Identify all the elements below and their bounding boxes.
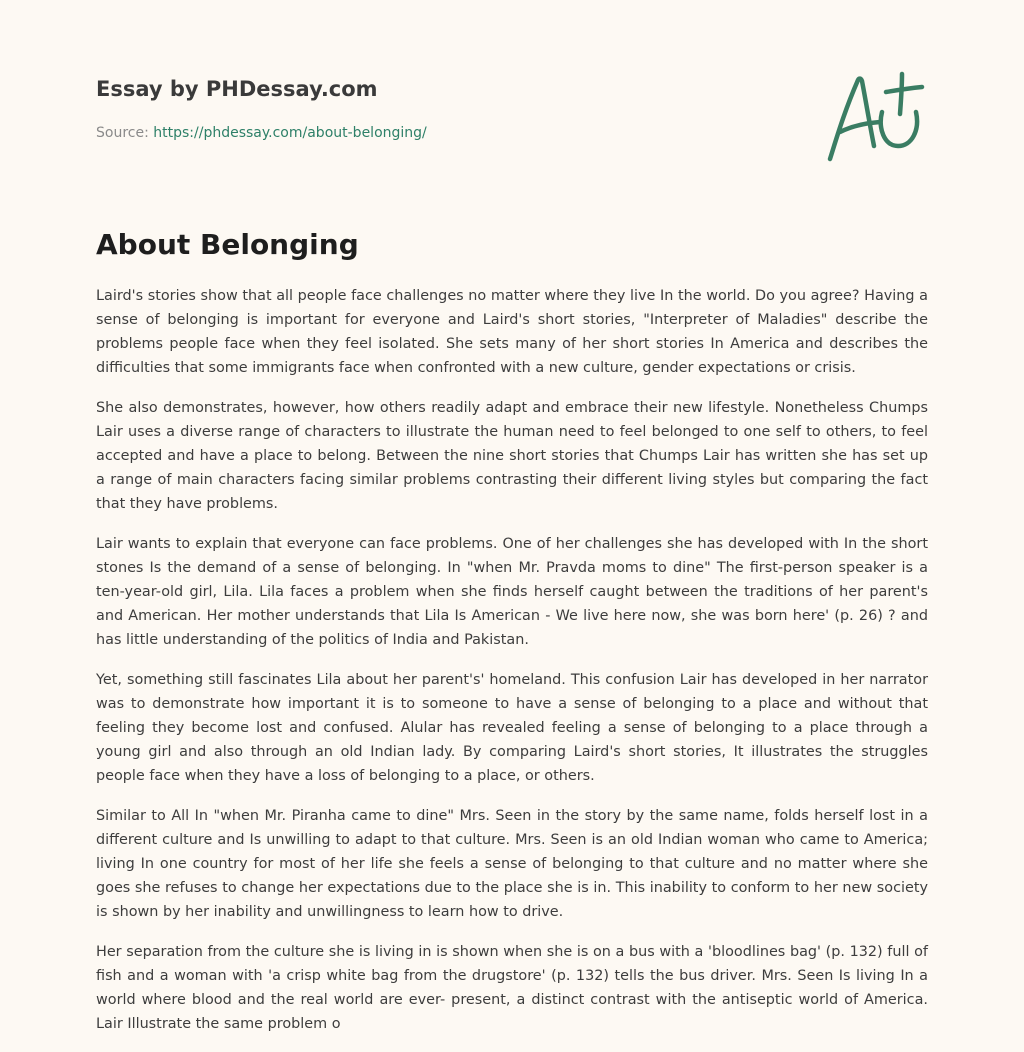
essay-paragraph-2: She also demonstrates, however, how others readily adapt and embrace their new lifestyle. Nonetheless Chumps Lair uses a diverse range of characters to illustrate the human need to feel belonged to one self to others, to feel accepted and have a place to belong. Between the nine short stories that Chumps Lair has written she has set up a range of main characters facing similar problems contrasting their different living styles but comparing the fact that they have problems. <box>96 400 928 512</box>
essay-content <box>96 226 928 1052</box>
essay-paragraph-1: Laird's stories show that all people face challenges no matter where they live In the world. Do you agree? Having a sense of belonging is important for everyone and Laird's short stories, "Interpreter of Maladies" describe the problems people face when they feel isolated. She sets many of her short stories In America and describes the difficulties that some immigrants face when confronted with a new culture, gender expectations or crisis. <box>96 288 928 376</box>
a-plus-logo-icon <box>822 68 928 164</box>
essay-paragraph-5: Similar to All In "when Mr. Piranha came to dine" Mrs. Seen in the story by the same name, folds herself lost in a different culture and Is unwilling to adapt to that culture. Mrs. Seen is an old Indian woman who came to America; living In one country for most of her life she feels a sense of belonging to that culture and no matter where she goes she refuses to change her expectations due to the place she is in. This inability to conform to her new society is shown by her inability and unwillingness to learn how to drive. <box>96 808 928 920</box>
essay-paragraph-6: Her separation from the culture she is living in is shown when she is on a bus with a 'bloodlines bag' (p. 132) full of fish and a woman with 'a crisp white bag from the drugstore' (p. 132) tells the bus driver. Mrs. Seen Is living In a world where blood and the real world are ever- present, a distinct contrast with the antiseptic world of America. Lair Illustrate the same problem o <box>96 944 928 1032</box>
source-link[interactable]: https://phdessay.com/about-belonging/ <box>153 125 427 141</box>
site-title: Essay by PHDessay.com <box>96 77 378 101</box>
essay-title: About Belonging <box>96 228 359 261</box>
page-header <box>96 74 926 143</box>
essay-paragraph-4: Yet, something still fascinates Lila about her parent's' homeland. This confusion Lair has developed in her narrator was to demonstrate how important it is to someone to have a sense of belonging to a place and without that feeling they become lost and confused. Alular has revealed feeling a sense of belonging to a place through a young girl and also through an old Indian lady. By comparing Laird's short stories, It illustrates the struggles people face when they have a loss of belonging to a place, or others. <box>96 672 928 784</box>
essay-paragraph-3: Lair wants to explain that everyone can face problems. One of her challenges she has developed with In the short stones Is the demand of a sense of belonging. In "when Mr. Pravda moms to dine" The first-person speaker is a ten-year-old girl, Lila. Lila faces a problem when she finds herself caught between the traditions of her parent's and American. Her mother understands that Lila Is American - We live here now, she was born here' (p. 26) ? and has little understanding of the politics of India and Pakistan. <box>96 536 928 648</box>
source-line <box>96 123 926 143</box>
source-label: Source: <box>96 125 149 141</box>
